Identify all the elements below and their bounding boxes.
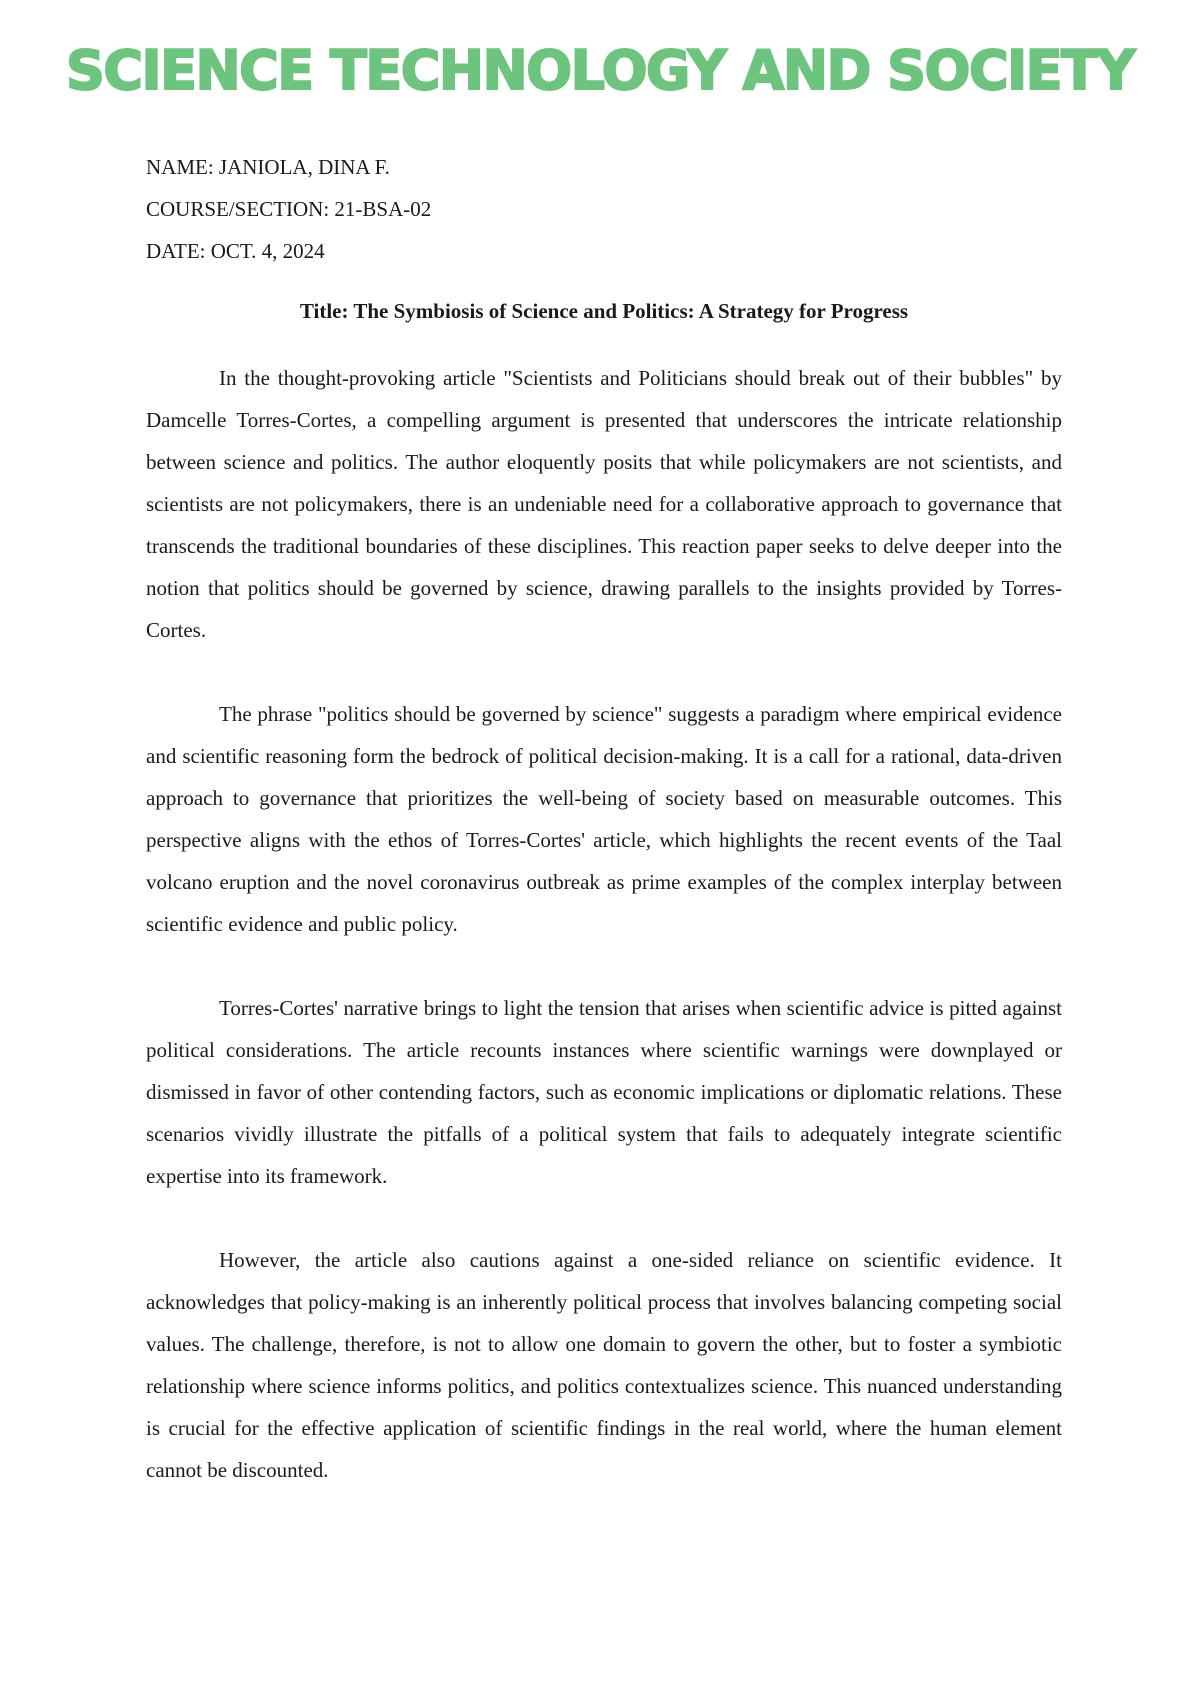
student-info: [146, 146, 431, 272]
submission-date: DATE: OCT. 4, 2024: [146, 239, 325, 263]
course-section: COURSE/SECTION: 21-BSA-02: [146, 197, 432, 221]
course-banner: SCIENCE TECHNOLOGY AND SOCIETY: [65, 39, 1135, 102]
student-name: NAME: JANIOLA, DINA F.: [146, 155, 390, 179]
paragraph-3: Torres-Cortes' narrative brings to light the tension that arises when scientific advice is pitted against political considerations. The article recounts instances where scientific warnings were downplayed or dismissed in favor of other contending factors, such as economic implications or diplomatic relations. These scenarios vividly illustrate the pitfalls of a political system that fails to adequately integrate scientific expertise into its framework.: [146, 996, 1062, 1188]
paragraph-2: The phrase "politics should be governed by science" suggests a paradigm where empirical evidence and scientific reasoning form the bedrock of political decision-making. It is a call for a rational, data-driven approach to governance that prioritizes the well-being of society based on measurable outcomes. This perspective aligns with the ethos of Torres-Cortes' article, which highlights the recent events of the Taal volcano eruption and the novel coronavirus outbreak as prime examples of the complex interplay between scientific evidence and public policy.: [146, 702, 1062, 936]
paper-title: Title: The Symbiosis of Science and Politics: A Strategy for Progress: [299, 299, 909, 323]
paragraph-4: However, the article also cautions against a one-sided reliance on scientific evidence. It acknowledges that policy-making is an inherently political process that involves balancing competing social values. The challenge, therefore, is not to allow one domain to govern the other, but to foster a symbiotic relationship where science informs politics, and politics contextualizes science. This nuanced understanding is crucial for the effective application of scientific findings in the real world, where the human element cannot be discounted.: [146, 1248, 1062, 1482]
paper-body: [146, 357, 1062, 1491]
paragraph-1: In the thought-provoking article "Scientists and Politicians should break out of their bubbles" by Damcelle Torres-Cortes, a compelling argument is presented that underscores the intricate relationship between science and politics. The author eloquently posits that while policymakers are not scientists, and scientists are not policymakers, there is an undeniable need for a collaborative approach to governance that transcends the traditional boundaries of these disciplines. This reaction paper seeks to delve deeper into the notion that politics should be governed by science, drawing parallels to the insights provided by Torres-Cortes.: [146, 366, 1062, 642]
